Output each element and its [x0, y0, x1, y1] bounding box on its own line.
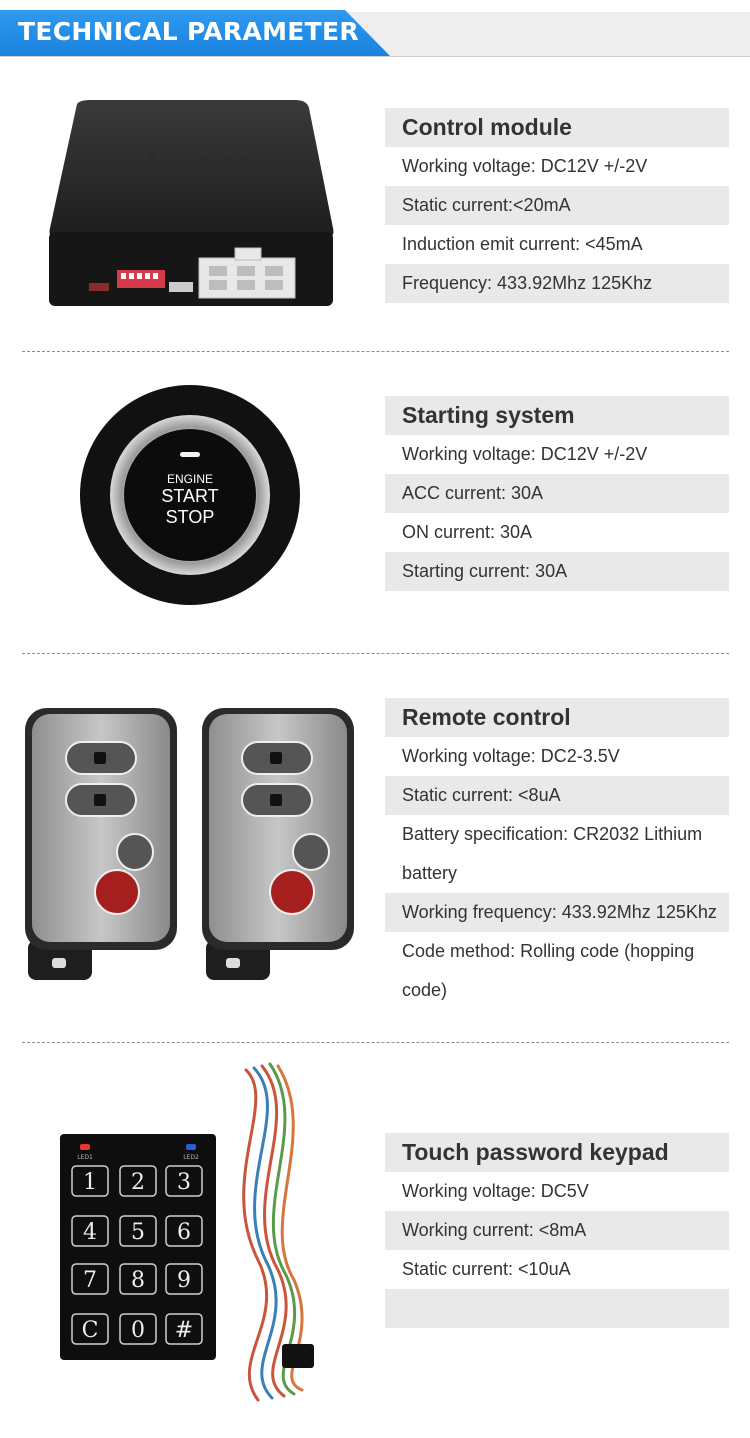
table-heading: Remote control — [385, 698, 729, 737]
spec-row: ON current: 30A — [402, 522, 533, 542]
spec-row: Induction emit current: <45mA — [402, 234, 643, 254]
keypad-led2-label: LED2 — [183, 1154, 199, 1161]
button-label-start: START — [161, 486, 219, 506]
keypad-key: 8 — [131, 1268, 145, 1293]
keypad-key: 9 — [177, 1268, 191, 1293]
spec-row: ACC current: 30A — [385, 474, 729, 513]
spec-row: Working voltage: DC12V +/-2V — [402, 444, 648, 464]
spec-row: Static current: <10uA — [402, 1259, 571, 1279]
spec-row: Working voltage: DC5V — [402, 1181, 589, 1201]
banner-title: TECHNICAL PARAMETER — [18, 17, 359, 46]
spec-row: Static current: <8uA — [385, 776, 729, 815]
control-module-table — [385, 108, 729, 303]
table-heading: Starting system — [385, 396, 729, 435]
keypad-key: 6 — [177, 1220, 191, 1245]
keypad-key: 2 — [131, 1170, 145, 1195]
remote-fobs-image — [22, 706, 358, 984]
keypad-table — [385, 1133, 729, 1328]
keypad-key: 4 — [83, 1220, 97, 1245]
button-label-engine: ENGINE — [166, 472, 214, 486]
keypad-key: # — [174, 1318, 194, 1343]
keypad-key: 7 — [83, 1268, 97, 1293]
button-label-stop: STOP — [165, 507, 215, 527]
keypad-key: 0 — [131, 1318, 145, 1343]
module-brand-text: EASYGUARD — [134, 149, 252, 172]
remote-fob-left — [25, 708, 177, 980]
section-banner — [0, 0, 750, 58]
spec-row-empty — [385, 1289, 729, 1328]
spec-row: Working current: <8mA — [385, 1211, 729, 1250]
keypad-key: 5 — [131, 1220, 145, 1245]
remote-control-table — [385, 698, 729, 1010]
section-divider — [22, 653, 729, 654]
keypad-key: C — [81, 1318, 99, 1343]
starting-system-table — [385, 396, 729, 591]
table-heading: Touch password keypad — [385, 1133, 729, 1172]
section-divider — [22, 1042, 729, 1043]
control-module-image — [45, 98, 337, 310]
spec-row: Starting current: 30A — [385, 552, 729, 591]
table-heading: Control module — [385, 108, 729, 147]
keypad-image — [58, 1060, 328, 1410]
section-divider — [22, 351, 729, 352]
remote-fob-right — [202, 708, 354, 980]
spec-row: Working voltage: DC2-3.5V — [402, 746, 620, 766]
keypad-key: 3 — [177, 1170, 191, 1195]
keypad-led1-label: LED1 — [77, 1154, 93, 1161]
spec-row: Battery specification: CR2032 Lithium battery — [402, 824, 703, 883]
spec-row: Static current:<20mA — [385, 186, 729, 225]
spec-row: Frequency: 433.92Mhz 125Khz — [385, 264, 729, 303]
spec-row: Working frequency: 433.92Mhz 125Khz — [385, 893, 729, 932]
keypad-key: 1 — [83, 1170, 97, 1195]
spec-row: Working voltage: DC12V +/-2V — [402, 156, 648, 176]
start-stop-button-image — [78, 384, 302, 606]
spec-row: Code method: Rolling code (hopping code) — [402, 941, 695, 1000]
